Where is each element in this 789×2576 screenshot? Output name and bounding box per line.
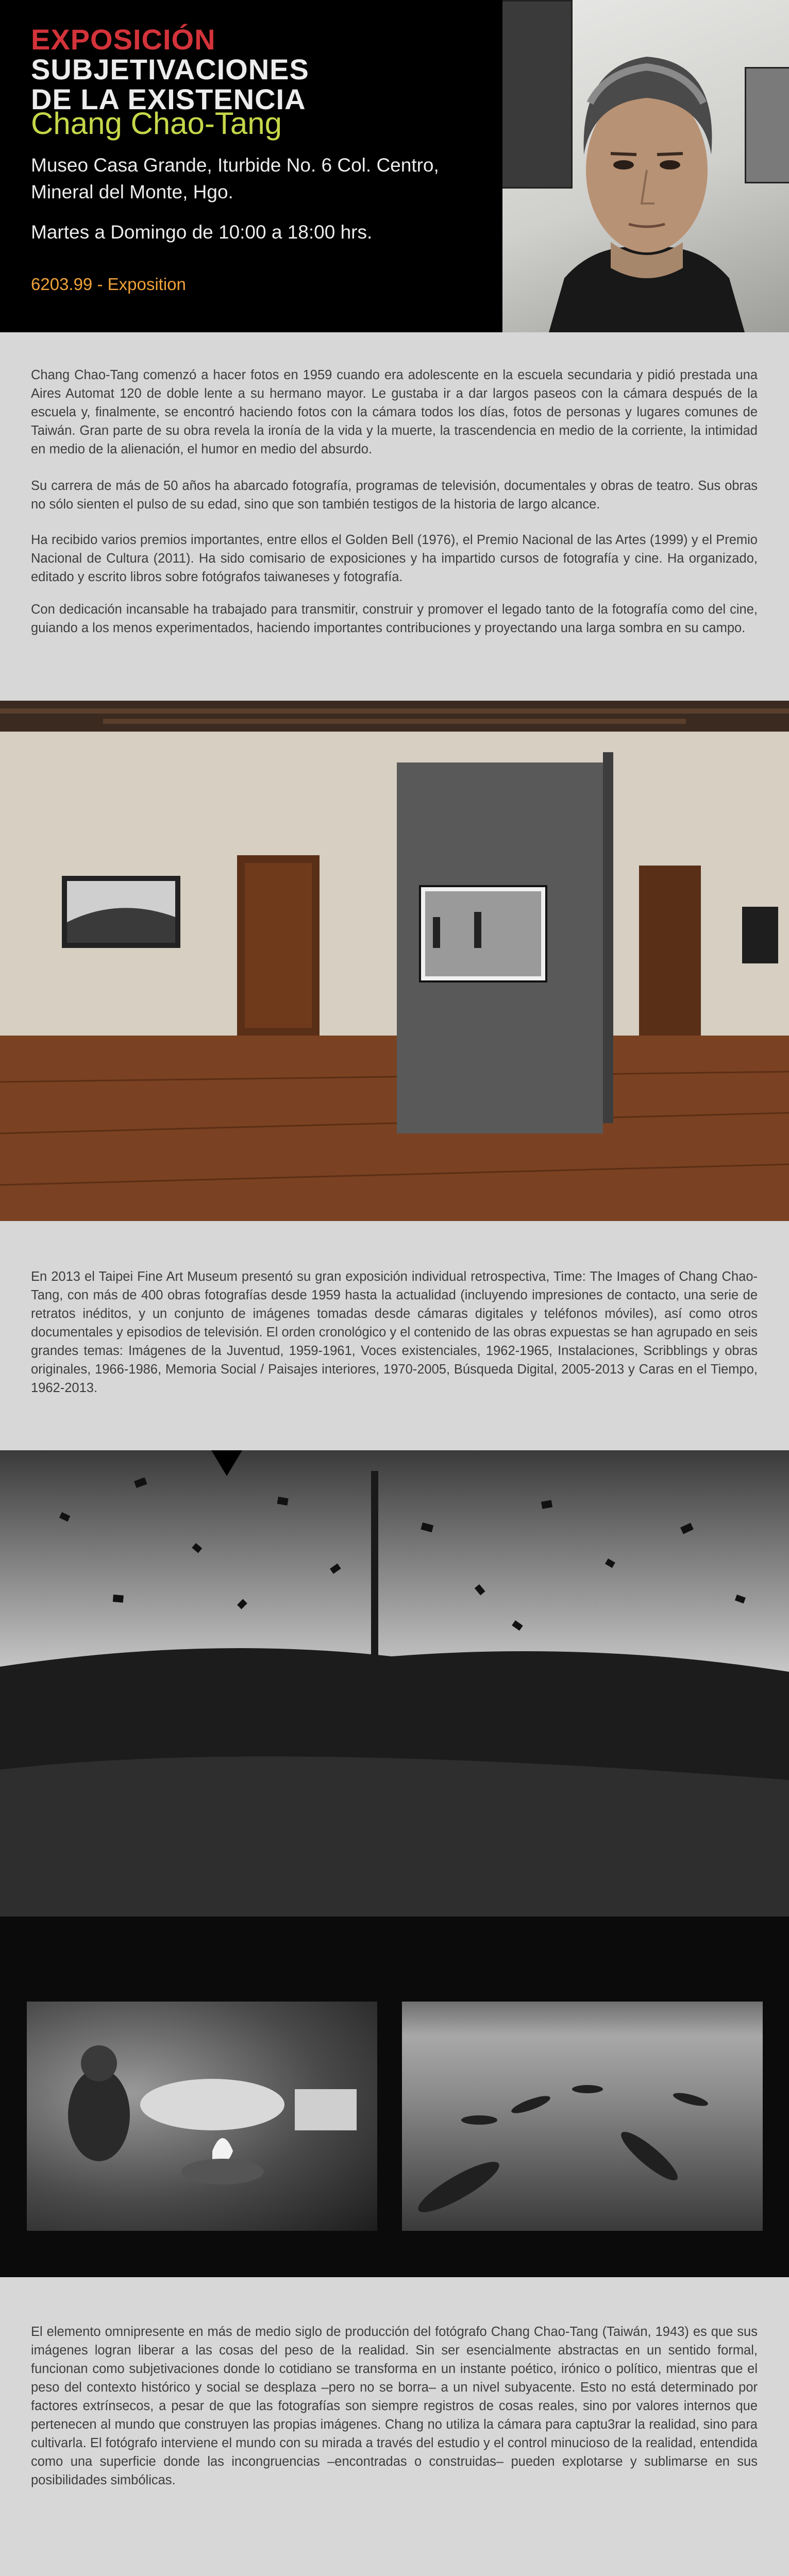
artist-name: Chang Chao-Tang: [31, 106, 282, 141]
crowd-photo-illustration: [0, 1450, 789, 1917]
ritual-fire-photograph: [27, 2002, 377, 2231]
beach-figures-photograph: [402, 2002, 763, 2231]
gallery-room-photo-1: [0, 701, 789, 1221]
retrospective-text-section: [0, 1221, 789, 1450]
title-word-subjetivaciones: SUBJETIVACIONES: [31, 53, 309, 86]
retrospective-paragraph: En 2013 el Taipei Fine Art Museum presentó su gran exposición individual retrospectiva, Time: The Images of Chang Chao-Tang, con más de 400 obras fotografías desde 1959 hasta la actualidad (incluyendo impresiones de contacto, una serie de retratos inéditos, y un conjunto de imágenes tomadas desde cámaras digitales y teléfonos móviles), así como otros documentales y episodios de televisión. El orden cronológico y el contenido de las obras expuestas se han agrupado en seis grandes temas: Imágenes de la Juventud, 1959-1961, Voces existenciales, 1962-1965, Instalaciones, Scribblings y obras originales, 1966-1986, Memoria Social / Paisajes interiores, 1970-2005, Búsqueda Digital, 2005-2013 y Caras en el Tiempo, 1962-2013.: [31, 1269, 758, 1395]
intro-text-section: [0, 332, 789, 701]
intro-paragraph-2: Su carrera de más de 50 años ha abarcado fotografía, programas de televisión, documentales y obras de teatro. Sus obras no sólo sienten el pulso de su edad, sino que son también testigos de la historia de largo alcance.: [31, 479, 758, 512]
portrait-figure: [502, 0, 789, 332]
venue-address: Museo Casa Grande, Iturbide No. 6 Col. Centro, Mineral del Monte, Hgo.: [31, 155, 439, 202]
title-exposicion: EXPOSICIÓN: [31, 23, 216, 56]
title-line-2: DE LA EXISTENCIA: [31, 83, 306, 115]
artist-portrait-photo: [502, 0, 789, 332]
intro-paragraph-3: Ha recibido varios premios importantes, entre ellos el Golden Bell (1976), el Premio Nacional de las Artes (1999) y el Premio Nacional de Cultura (2011). Ha sido comisario de exposiciones y ha impartido cursos de fotografía y cine. Ha organizado, editado y escrito libros sobre fotógrafos taiwaneses y fotografía.: [31, 533, 758, 584]
analysis-text-section: [0, 2277, 789, 2576]
exhibition-title: [31, 25, 495, 114]
exposition-code: 6203.99 - Exposition: [31, 275, 186, 294]
opening-hours: Martes a Domingo de 10:00 a 18:00 hrs.: [31, 222, 373, 243]
beach-photo-illustration: [402, 2002, 763, 2231]
analysis-paragraph: El elemento omnipresente en más de medio siglo de producción del fotógrafo Chang Chao-Tang (Taiwán, 1943) es que sus imágenes logran liberar a las cosas del peso de la realidad. Sin ser esencialmente abstractas en un sentido formal, funcionan como subjetivaciones donde lo cotidiano se transforma en un instante poético, irónico o político, mientras que el peso del contexto histórico y social se desplaza –pero no se borra– a un nivel subyacente. Esto no está determinado por factores extrínsecos, a pesar de que las fotografías son siempre registros de cosas reales, sino por valores internos que pertenecen al mundo que construyen las propias imágenes. Chang no utiliza la cámara para captu3rar la realidad, sino para cultivarla. El fotógrafo interviene el mundo con su mirada a través del estudio y el control minucioso de la realidad, entendida como una superficie donde las incongruencias –encontradas o construidas– pueden explotarse y sublimarse en sus posibilidades simbólicas.: [31, 2325, 758, 2487]
intro-paragraph-1: Chang Chao-Tang comenzó a hacer fotos en 1959 cuando era adolescente en la escuela secundaria y pidió prestada una Aires Automat 120 de doble lente a su hermano mayor. Le gustaba ir a dar largos paseos con la cámara después de la escuela y, finalmente, se encontró haciendo fotos con la cámara todos los días, fotos de personas y lugares comunes de Taiwán. Gran parte de su obra revela la ironía de la vida y la muerte, la trascendencia en medio de la corriente, la intimidad en medio de la alienación, el humor en medio del absurdo.: [31, 368, 758, 456]
gallery-room-illustration: [0, 701, 789, 1221]
crowd-photograph: [0, 1450, 789, 1917]
ritual-photo-illustration: [27, 2002, 377, 2231]
intro-paragraph-4: Con dedicación incansable ha trabajado para transmitir, construir y promover el legado tanto de la fotografía como del cine, guiando a los menos experimentados, haciendo importantes contribuciones y proyectando una larga sombra en su campo.: [31, 602, 758, 635]
header: [0, 0, 789, 332]
